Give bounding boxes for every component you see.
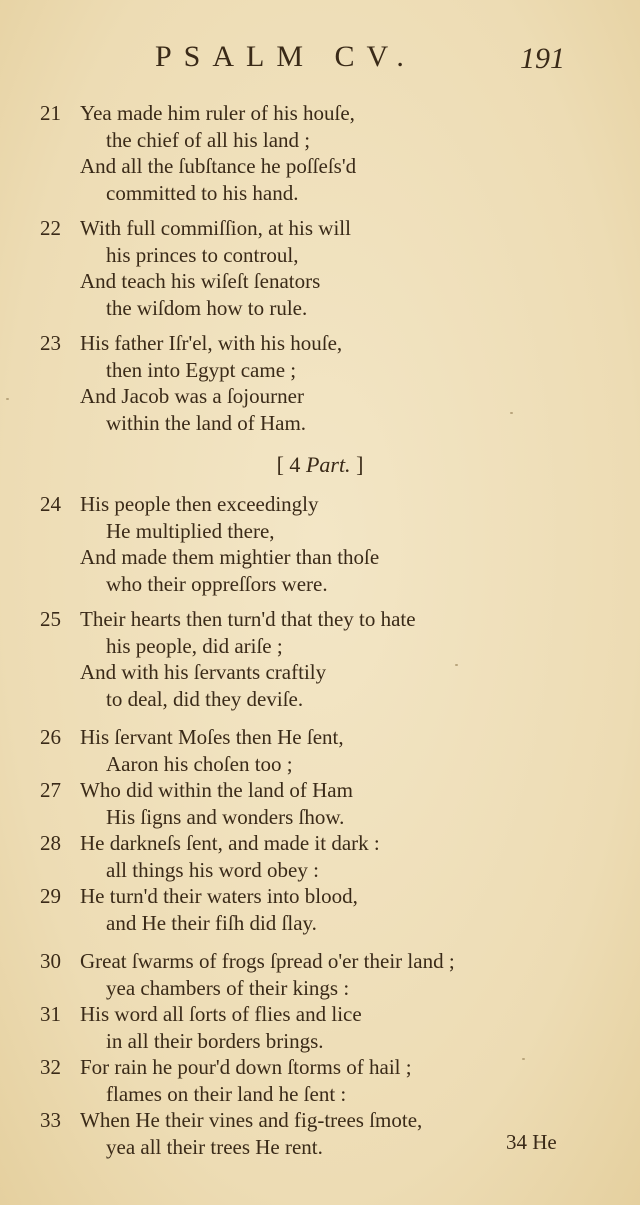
verse-line-text: With full commiſſion, at his will <box>80 216 351 240</box>
verse-line <box>0 751 640 778</box>
verse-31 <box>0 1001 640 1054</box>
verse-32 <box>0 1054 640 1107</box>
paper-speck <box>522 1058 525 1060</box>
verse-29 <box>0 883 640 936</box>
verse-line-text: His ſigns and wonders ſhow. <box>106 804 345 829</box>
verse-group-c <box>0 724 640 936</box>
verse-line <box>0 1001 640 1028</box>
part-heading-open: [ 4 <box>276 452 301 477</box>
verse-line <box>0 410 640 437</box>
verse-line-text: And Jacob was a ſojourner <box>80 384 304 408</box>
verse-line <box>0 295 640 322</box>
verse-group-b <box>0 491 640 712</box>
verse-line-text: His word all ſorts of flies and lice <box>80 1002 362 1026</box>
verse-line-text: his princes to controul, <box>106 242 299 267</box>
verse-group-d <box>0 948 640 1160</box>
verse-line-text: then into Egypt came ; <box>106 357 297 382</box>
verse-23 <box>0 330 640 436</box>
verse-24 <box>0 491 640 597</box>
verse-line-text: in all their borders brings. <box>106 1028 324 1053</box>
verse-number: 30 <box>40 949 61 973</box>
verse-line <box>0 153 640 180</box>
verse-line <box>0 1028 640 1055</box>
verse-line <box>0 857 640 884</box>
verse-26 <box>0 724 640 777</box>
paper-speck <box>510 412 513 414</box>
verse-25 <box>0 606 640 712</box>
verse-28 <box>0 830 640 883</box>
verse-number: 25 <box>40 607 61 631</box>
verse-number: 28 <box>40 831 61 855</box>
verse-line-text: yea chambers of their kings : <box>106 975 350 1000</box>
verse-line-text: And with his ſervants craftily <box>80 660 327 684</box>
verse-line-text: to deal, did they deviſe. <box>106 686 304 711</box>
verse-number: 21 <box>40 101 61 125</box>
page-number: 191 <box>520 42 565 75</box>
verse-line-text: He darkneſs ſent, and made it dark : <box>80 831 380 855</box>
verse-line <box>0 357 640 384</box>
verse-number: 27 <box>40 778 61 802</box>
verse-line-text: the wiſdom how to rule. <box>106 295 308 320</box>
verse-line-text: And made them mightier than thoſe <box>80 545 380 569</box>
verse-line <box>0 1054 640 1081</box>
verse-line-text: Aaron his choſen too ; <box>106 751 293 776</box>
verse-line-text: and He their fiſh did ſlay. <box>106 910 317 935</box>
verse-line-text: the chief of all his land ; <box>106 127 311 152</box>
verse-number: 23 <box>40 331 61 355</box>
verse-line-text: yea all their trees He rent. <box>106 1134 323 1159</box>
verse-line <box>0 724 640 751</box>
verse-number: 24 <box>40 492 61 516</box>
verse-line-text: all things his word obey : <box>106 857 319 882</box>
verse-line <box>0 910 640 937</box>
verse-line-text: When He their vines and fig-trees ſmote, <box>80 1108 423 1132</box>
verse-line <box>0 180 640 207</box>
verse-line <box>0 491 640 518</box>
verse-line-text: his people, did ariſe ; <box>106 633 283 658</box>
verse-line <box>0 830 640 857</box>
verse-number: 31 <box>40 1002 61 1026</box>
verse-group-a <box>0 100 640 436</box>
running-header <box>0 40 640 86</box>
verse-line-text: And teach his wiſeſt ſenators <box>80 269 321 293</box>
verse-line-text: His father Iſr'el, with his houſe, <box>80 331 343 355</box>
verse-line-text: Their hearts then turn'd that they to hate <box>80 607 416 631</box>
verse-line <box>0 242 640 269</box>
verse-number: 26 <box>40 725 61 749</box>
verse-line <box>0 330 640 357</box>
verse-line <box>0 975 640 1002</box>
verse-line <box>0 659 640 686</box>
verse-number: 22 <box>40 216 61 240</box>
page-title: PSALM CV. <box>155 40 416 73</box>
verse-line-text: who their oppreſſors were. <box>106 571 328 596</box>
verse-line <box>0 804 640 831</box>
verse-line-text: Great ſwarms of frogs ſpread o'er their land ; <box>80 949 455 973</box>
paper-speck <box>455 664 458 666</box>
paper-speck <box>6 398 9 400</box>
verse-line-text: His people then exceedingly <box>80 492 319 516</box>
verse-line <box>0 268 640 295</box>
verse-27 <box>0 777 640 830</box>
verse-number: 29 <box>40 884 61 908</box>
catchword: 34 He <box>506 1130 557 1154</box>
verse-number: 33 <box>40 1108 61 1132</box>
verse-line-text: flames on their land he ſent : <box>106 1081 347 1106</box>
verse-line <box>0 383 640 410</box>
verse-line <box>0 100 640 127</box>
verse-line <box>0 777 640 804</box>
verse-line-text: Who did within the land of Ham <box>80 778 353 802</box>
verse-line-text: For rain he pour'd down ſtorms of hail ; <box>80 1055 412 1079</box>
verse-line-text: His ſervant Moſes then He ſent, <box>80 725 344 749</box>
verse-line-text: committed to his hand. <box>106 180 299 205</box>
verse-line-text: within the land of Ham. <box>106 410 307 435</box>
verse-number: 32 <box>40 1055 61 1079</box>
verse-line-text: He turn'd their waters into blood, <box>80 884 358 908</box>
verse-line <box>0 606 640 633</box>
verse-line-text: Yea made him ruler of his houſe, <box>80 101 355 125</box>
verse-line-text: And all the ſubſtance he poſſeſs'd <box>80 154 357 178</box>
verse-line <box>0 948 640 975</box>
verse-line <box>0 571 640 598</box>
verse-line <box>0 518 640 545</box>
verse-line <box>0 544 640 571</box>
verse-line <box>0 633 640 660</box>
part-heading-close: ] <box>356 452 364 477</box>
verse-line <box>0 686 640 713</box>
verse-22 <box>0 215 640 321</box>
part-heading-label: Part. <box>305 452 351 477</box>
verse-line <box>0 883 640 910</box>
psalm-text <box>0 100 640 1160</box>
verse-line <box>0 215 640 242</box>
verse-21 <box>0 100 640 206</box>
verse-30 <box>0 948 640 1001</box>
verse-line <box>0 127 640 154</box>
verse-line-text: He multiplied there, <box>106 518 275 543</box>
part-heading <box>0 445 640 485</box>
verse-line <box>0 1081 640 1108</box>
